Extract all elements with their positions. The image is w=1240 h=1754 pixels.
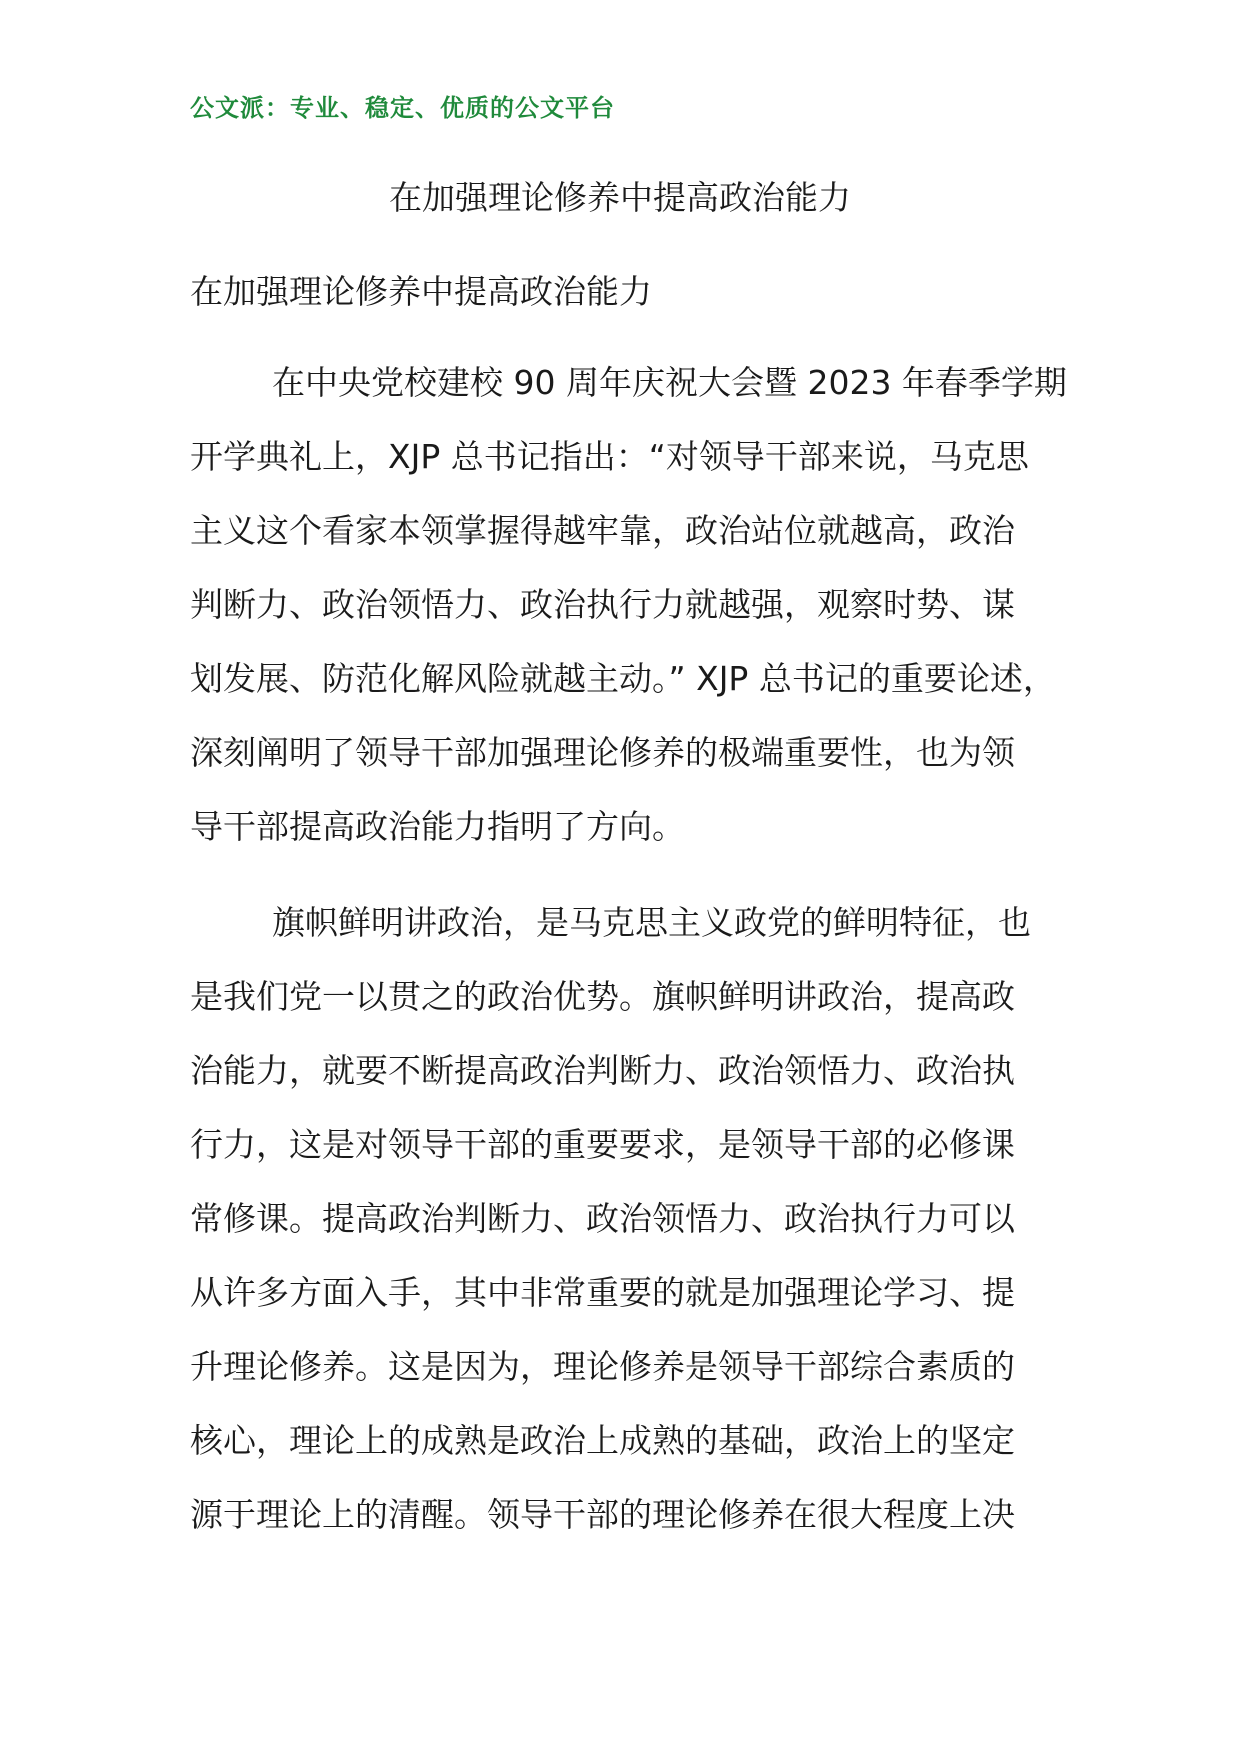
paragraph-line: 划发展、防范化解风险就越主动。” XJP 总书记的重要论述， — [190, 659, 1056, 698]
paragraph-line: 治能力，就要不断提高政治判断力、政治领悟力、政治执 — [190, 1051, 1015, 1090]
paragraph-line: 核心，理论上的成熟是政治上成熟的基础，政治上的坚定 — [190, 1421, 1015, 1460]
paragraph-line: 深刻阐明了领导干部加强理论修养的极端重要性，也为领 — [190, 733, 1015, 772]
document-title: 在加强理论修养中提高政治能力 — [389, 178, 851, 217]
paragraph-2 — [190, 886, 1031, 1552]
paragraph-line: 导干部提高政治能力指明了方向。 — [190, 807, 685, 846]
paragraph-line: 判断力、政治领悟力、政治执行力就越强，观察时势、谋 — [190, 585, 1015, 624]
paragraph-line: 源于理论上的清醒。领导干部的理论修养在很大程度上决 — [190, 1495, 1015, 1534]
paragraph-line: 开学典礼上，XJP 总书记指出：“对领导干部来说，马克思 — [190, 437, 1029, 476]
brand-header: 公文派：专业、稳定、优质的公文平台 — [190, 94, 615, 122]
paragraph-line: 行力，这是对领导干部的重要要求，是领导干部的必修课 — [190, 1125, 1015, 1164]
paragraph-line: 主义这个看家本领掌握得越牢靠，政治站位就越高，政治 — [190, 511, 1015, 550]
paragraph-line: 旗帜鲜明讲政治，是马克思主义政党的鲜明特征，也 — [272, 903, 1031, 942]
paragraph-1 — [190, 346, 1067, 864]
paragraph-line: 常修课。提高政治判断力、政治领悟力、政治执行力可以 — [190, 1199, 1015, 1238]
document-subtitle: 在加强理论修养中提高政治能力 — [190, 272, 652, 311]
paragraph-line: 升理论修养。这是因为，理论修养是领导干部综合素质的 — [190, 1347, 1015, 1386]
paragraph-line: 在中央党校建校 90 周年庆祝大会暨 2023 年春季学期 — [272, 363, 1067, 402]
paragraph-line: 从许多方面入手，其中非常重要的就是加强理论学习、提 — [190, 1273, 1015, 1312]
paragraph-line: 是我们党一以贯之的政治优势。旗帜鲜明讲政治，提高政 — [190, 977, 1015, 1016]
